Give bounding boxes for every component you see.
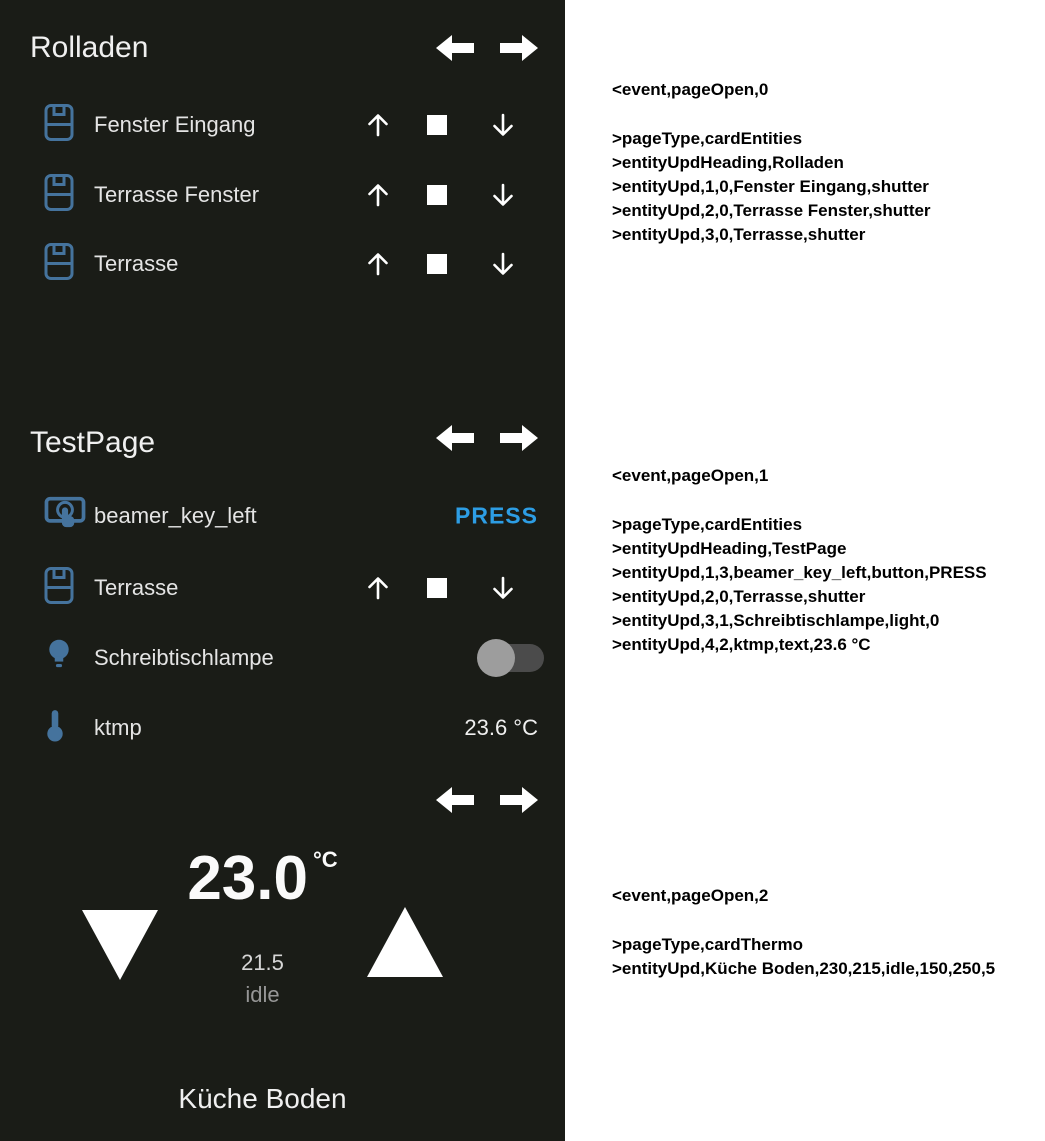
protocol-line: <event,pageOpen,0 xyxy=(612,80,769,99)
protocol-line: >entityUpd,1,3,beamer_key_left,button,PRESS xyxy=(612,563,987,582)
entity-row xyxy=(30,623,545,693)
lightbulb-icon xyxy=(44,639,74,678)
entity-row xyxy=(30,90,545,160)
entity-label: Terrasse Fenster xyxy=(94,182,260,207)
protocol-block-page1 xyxy=(612,464,1042,657)
shutter-stop-button[interactable] xyxy=(427,185,447,205)
thermometer-icon xyxy=(44,709,66,747)
protocol-line: >entityUpd,2,0,Terrasse,shutter xyxy=(612,587,866,606)
toggle-knob xyxy=(477,639,515,677)
protocol-line: >entityUpd,1,0,Fenster Eingang,shutter xyxy=(612,177,929,196)
entity-label: Fenster Eingang xyxy=(94,112,256,137)
page-nav xyxy=(436,423,538,453)
shutter-down-button[interactable] xyxy=(485,107,521,143)
protocol-line: >entityUpd,2,0,Terrasse Fenster,shutter xyxy=(612,201,931,220)
protocol-line: >pageType,cardEntities xyxy=(612,515,803,534)
thermostat-name: Küche Boden xyxy=(178,1083,347,1114)
protocol-line: >entityUpd,3,0,Terrasse,shutter xyxy=(612,225,866,244)
entity-row xyxy=(30,693,545,763)
light-toggle-off[interactable] xyxy=(477,638,545,678)
entity-label: Terrasse xyxy=(94,251,179,276)
current-temperature-value: 23.0 xyxy=(187,844,308,913)
protocol-line: >entityUpdHeading,TestPage xyxy=(612,539,847,558)
nav-right-button[interactable] xyxy=(500,785,538,815)
press-button[interactable]: PRESS xyxy=(455,502,538,529)
entity-label: ktmp xyxy=(94,715,142,740)
protocol-line: >entityUpdHeading,Rolladen xyxy=(612,153,844,172)
protocol-line: >pageType,cardThermo xyxy=(612,935,803,954)
shutter-down-button[interactable] xyxy=(485,246,521,282)
protocol-line: >entityUpd,4,2,ktmp,text,23.6 °C xyxy=(612,635,871,654)
hvac-state: idle xyxy=(245,982,280,1007)
protocol-line: >entityUpd,3,1,Schreibtischlampe,light,0 xyxy=(612,611,940,630)
protocol-line: >entityUpd,Küche Boden,230,215,idle,150,250,5 xyxy=(612,959,996,978)
page-title: TestPage xyxy=(30,426,156,459)
protocol-line: >pageType,cardEntities xyxy=(612,129,803,148)
protocol-block-page2 xyxy=(612,884,1042,981)
window-shutter-icon xyxy=(44,174,74,217)
protocol-line: <event,pageOpen,2 xyxy=(612,886,769,905)
page-nav xyxy=(436,33,538,63)
protocol-block-page0 xyxy=(612,78,1042,247)
shutter-up-button[interactable] xyxy=(360,107,396,143)
temperature-unit: °C xyxy=(312,847,338,872)
shutter-stop-button[interactable] xyxy=(427,254,447,274)
shutter-up-button[interactable] xyxy=(360,246,396,282)
target-temperature: 21.5 xyxy=(241,950,284,975)
protocol-line: <event,pageOpen,1 xyxy=(612,466,769,485)
entity-row xyxy=(30,553,545,623)
current-temperature xyxy=(0,844,525,923)
window-shutter-icon xyxy=(44,243,74,286)
entity-label: Schreibtischlampe xyxy=(94,645,274,670)
card-entities-rolladen xyxy=(0,0,565,380)
page-title: Rolladen xyxy=(30,31,149,64)
gesture-tap-button-icon xyxy=(44,495,86,538)
card-thermo-kueche-boden xyxy=(0,760,565,1141)
entity-row xyxy=(30,481,545,551)
entity-label: Terrasse xyxy=(94,575,179,600)
shutter-down-button[interactable] xyxy=(485,570,521,606)
shutter-stop-button[interactable] xyxy=(427,578,447,598)
shutter-stop-button[interactable] xyxy=(427,115,447,135)
shutter-down-button[interactable] xyxy=(485,177,521,213)
window-shutter-icon xyxy=(44,104,74,147)
entity-row xyxy=(30,160,545,230)
shutter-up-button[interactable] xyxy=(360,570,396,606)
nav-left-button[interactable] xyxy=(436,33,474,63)
temperature-value: 23.6 °C xyxy=(464,715,538,740)
shutter-up-button[interactable] xyxy=(360,177,396,213)
nav-left-button[interactable] xyxy=(436,785,474,815)
nav-right-button[interactable] xyxy=(500,33,538,63)
entity-row xyxy=(30,229,545,299)
card-entities-testpage xyxy=(0,380,565,760)
page-nav xyxy=(436,785,538,815)
nav-left-button[interactable] xyxy=(436,423,474,453)
entity-label: beamer_key_left xyxy=(94,503,257,528)
nav-right-button[interactable] xyxy=(500,423,538,453)
window-shutter-icon xyxy=(44,567,74,610)
